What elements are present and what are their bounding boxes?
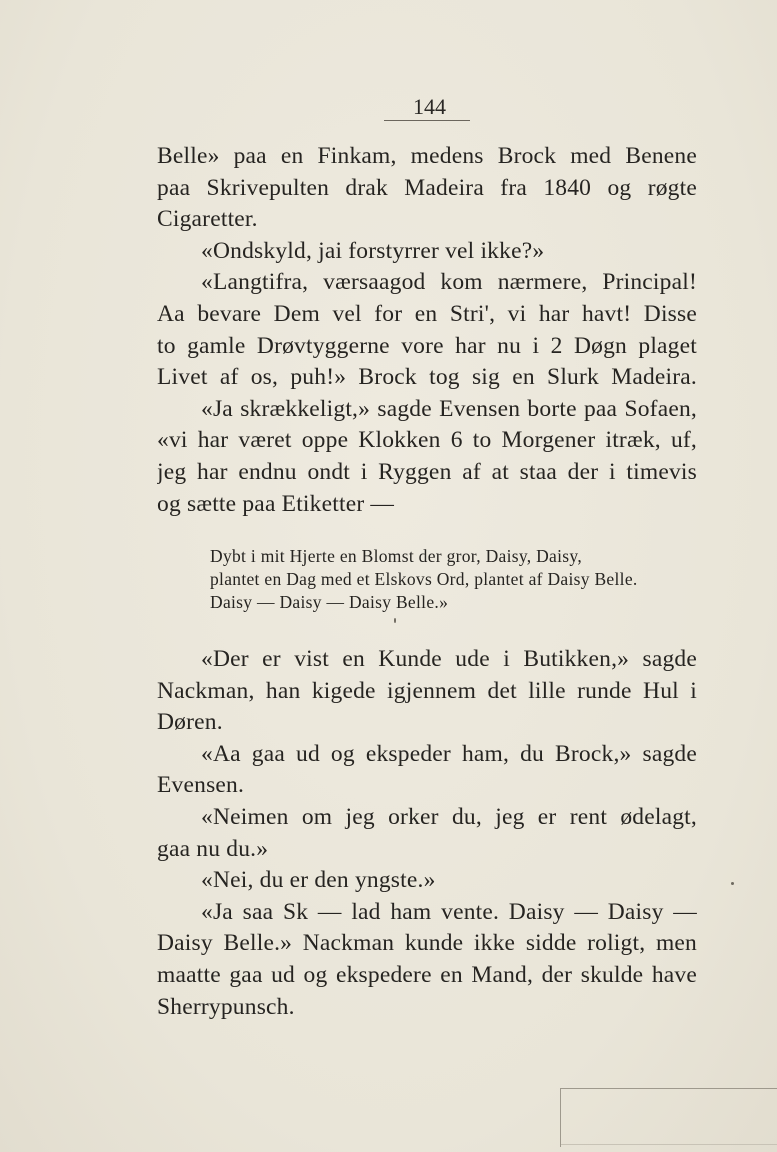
text-line: maatte gaa ud og ekspedere en Mand, der skulde have (157, 961, 697, 988)
text-line: to gamle Drøvtyggerne vore har nu i 2 Døgn plaget (157, 332, 697, 359)
paper-speck (731, 882, 734, 885)
text-line: og sætte paa Etiketter — (157, 490, 395, 517)
text-line: gaa nu du.» (157, 835, 269, 862)
verse-block (210, 545, 690, 614)
text-block-upper (157, 141, 697, 520)
paper-speck (394, 618, 396, 623)
text-line: «Der er vist en Kunde ude i Butikken,» sagde (201, 646, 697, 672)
text-block-lower (157, 644, 697, 1023)
text-line: Livet af os, puh!» Brock tog sig en Slurk Madeira. (157, 364, 697, 391)
text-line: Sherrypunsch. (157, 993, 295, 1020)
verse-line: plantet en Dag med et Elskovs Ord, plantet af Daisy Belle. (210, 569, 638, 589)
text-line: jeg har endnu ondt i Ryggen af at staa der i timevis (157, 458, 697, 485)
text-line: Cigaretter. (157, 206, 258, 233)
text-line: Belle» paa en Finkam, medens Brock med Benene (157, 143, 697, 169)
text-line: Aa bevare Dem vel for en Stri', vi har havt! Disse (157, 300, 697, 327)
text-line: Daisy Belle.» Nackman kunde ikke sidde roligt, men (157, 930, 697, 957)
page-number: 144 (413, 94, 446, 119)
text-line: «Aa gaa ud og ekspeder ham, du Brock,» sagde (201, 740, 697, 767)
text-line: «Ondskyld, jai forstyrrer vel ikke?» (201, 237, 545, 264)
text-line: «Ja saa Sk — lad ham vente. Daisy — Daisy — (201, 898, 697, 925)
text-line: «Nei, du er den yngste.» (201, 867, 436, 894)
scan-corner-edge (561, 1144, 777, 1145)
verse-line: Dybt i mit Hjerte en Blomst der gror, Daisy, Daisy, (210, 546, 582, 566)
verse-line: Daisy — Daisy — Daisy Belle.» (210, 592, 449, 612)
text-line: «Langtifra, værsaagod kom nærmere, Principal! (201, 269, 697, 296)
scan-corner-mark (560, 1088, 777, 1147)
text-line: Evensen. (157, 772, 245, 799)
page-number-rule (384, 120, 470, 121)
text-line: «Neimen om jeg orker du, jeg er rent ødelagt, (201, 803, 697, 830)
text-line: «vi har været oppe Klokken 6 to Morgener itræk, uf, (157, 427, 697, 454)
text-line: paa Skrivepulten drak Madeira fra 1840 og røgte (157, 174, 697, 201)
text-line: Døren. (157, 709, 223, 736)
text-line: «Ja skrækkeligt,» sagde Evensen borte paa Sofaen, (201, 395, 697, 422)
text-line: Nackman, han kigede igjennem det lille runde Hul i (157, 677, 697, 704)
